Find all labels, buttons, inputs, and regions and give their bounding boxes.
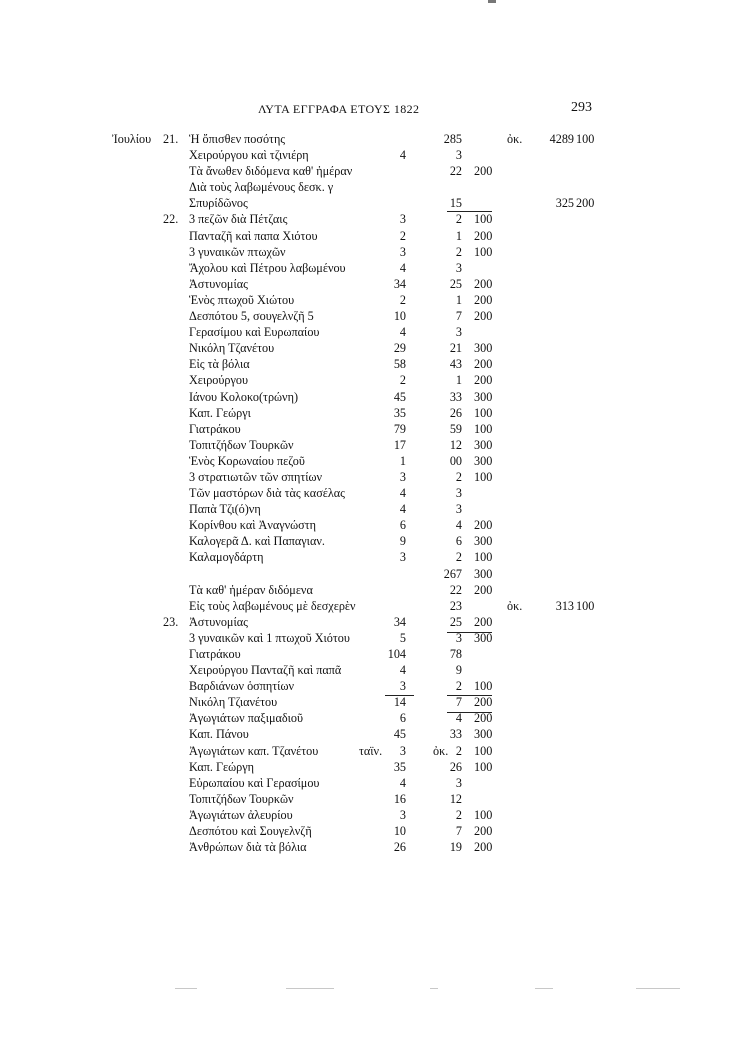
ledger-row bbox=[0, 614, 744, 630]
drams-cell: 300 bbox=[474, 437, 493, 452]
description-cell: Εἰς τὰ βόλια bbox=[189, 357, 250, 372]
description-cell: Τὰ καθ' ἡμέραν διδόμενα bbox=[189, 582, 313, 597]
drams-cell: 200 bbox=[474, 309, 493, 324]
okes-cell: 26 bbox=[449, 759, 462, 774]
okes-cell: 78 bbox=[449, 647, 462, 661]
description-cell: Γερασίμου καὶ Ευρωπαίου bbox=[189, 325, 320, 340]
okes-cell: 33 bbox=[449, 727, 462, 742]
ledger-row bbox=[0, 646, 744, 662]
okes-cell: 12 bbox=[449, 791, 462, 806]
ledger-row bbox=[0, 228, 744, 244]
ledger-row bbox=[0, 630, 744, 646]
quantity-cell: 17 bbox=[393, 437, 406, 452]
okes-cell: 6 bbox=[455, 534, 462, 549]
description-cell: Γιατράκου bbox=[189, 421, 241, 436]
description-cell: Διὰ τοὺς λαβωμένους δεσκ. γ bbox=[189, 180, 334, 195]
description-cell: Τῶν μαστόρων διὰ τὰς κασέλας bbox=[189, 486, 346, 501]
description-cell: 3 στρατιωτῶν τῶν σπητίων bbox=[189, 469, 323, 484]
quantity-cell: 26 bbox=[393, 840, 406, 855]
okes-cell: 1 bbox=[455, 373, 462, 388]
okes-cell: 59 bbox=[449, 421, 462, 436]
page-edge-mark bbox=[535, 988, 553, 989]
ledger-row bbox=[0, 324, 744, 340]
unit-cell: ὀκ. bbox=[507, 598, 523, 613]
description-cell: Ιάνου Κολοκο(τρώνη) bbox=[189, 389, 298, 404]
description-cell: Ἀγωγιάτων ἀλευρίου bbox=[189, 807, 293, 822]
okes-cell: 2 bbox=[455, 807, 462, 822]
ledger-row bbox=[0, 421, 744, 437]
drams-cell: 100 bbox=[474, 807, 493, 822]
quantity-cell: 3 bbox=[399, 469, 406, 484]
ledger-row bbox=[0, 195, 744, 211]
day-cell: 23. bbox=[163, 614, 179, 629]
quantity-cell: 4 bbox=[399, 148, 406, 163]
okes-cell: 7 bbox=[455, 824, 462, 839]
okes-cell: 3 bbox=[455, 775, 462, 790]
drams-cell: 300 bbox=[474, 630, 493, 645]
okes-cell: 7 bbox=[455, 695, 462, 710]
quantity-cell: 3 bbox=[399, 743, 406, 758]
unit-cell: ὀκ. bbox=[507, 132, 523, 146]
quantity-cell: 5 bbox=[399, 630, 406, 645]
total-drams-cell: 200 bbox=[576, 196, 595, 211]
okes-cell: 3 bbox=[455, 325, 462, 340]
drams-cell: 200 bbox=[474, 164, 493, 179]
quantity-cell: 10 bbox=[393, 309, 406, 324]
page-edge-mark bbox=[636, 988, 680, 989]
okes-cell: 9 bbox=[455, 663, 462, 678]
total-drams-cell: 100 bbox=[576, 132, 595, 146]
quantity-cell: 34 bbox=[393, 276, 406, 291]
description-cell: Τὰ ἄνωθεν διδόμενα καθ' ἡμέραν bbox=[189, 164, 353, 179]
ledger-row bbox=[0, 437, 744, 453]
description-cell: 3 πεζῶν διὰ Πέτζαις bbox=[189, 212, 288, 227]
ledger-row bbox=[0, 501, 744, 517]
description-cell: Ἑνὸς Κορωναίου πεζοῦ bbox=[189, 453, 305, 468]
okes-cell: 2 bbox=[455, 244, 462, 259]
quantity-cell: 14 bbox=[393, 695, 406, 710]
okes-cell: 25 bbox=[449, 276, 462, 291]
drams-cell: 100 bbox=[474, 550, 493, 565]
quantity-cell: 2 bbox=[399, 228, 406, 243]
okes-cell: 19 bbox=[449, 840, 462, 855]
ledger-row bbox=[0, 726, 744, 742]
quantity-cell: 4 bbox=[399, 663, 406, 678]
description-cell: 3 γυναικῶν καὶ 1 πτωχοῦ Χιότου bbox=[189, 630, 350, 645]
quantity-cell: 4 bbox=[399, 775, 406, 790]
quantity-cell: 34 bbox=[393, 614, 406, 629]
ledger-row bbox=[0, 662, 744, 678]
quantity-cell: 104 bbox=[387, 647, 406, 661]
ledger-row bbox=[0, 308, 744, 324]
quantity-cell: 16 bbox=[393, 791, 406, 806]
description-cell: Τοπιτζήδων Τουρκῶν bbox=[189, 437, 294, 452]
ledger-table bbox=[0, 131, 744, 855]
quantity-cell: 79 bbox=[393, 421, 406, 436]
description-cell: Χειρούργου Πανταζῆ καὶ παπᾶ bbox=[189, 663, 342, 678]
quantity-cell: 2 bbox=[399, 373, 406, 388]
drams-cell: 300 bbox=[474, 727, 493, 742]
total-okes-cell: 313 bbox=[555, 598, 574, 613]
description-cell: Γιατράκου bbox=[189, 647, 241, 661]
drams-cell: 200 bbox=[474, 824, 493, 839]
description-cell: Ἡ ὄπισθεν ποσότης bbox=[189, 132, 286, 146]
drams-cell: 100 bbox=[474, 244, 493, 259]
okes-cell: 22 bbox=[449, 582, 462, 597]
drams-cell: 200 bbox=[474, 711, 493, 726]
description-cell: Χειρούργου bbox=[189, 373, 249, 388]
description-cell: Καπ. Πάνου bbox=[189, 727, 249, 742]
drams-cell: 300 bbox=[474, 341, 493, 356]
quantity-cell: 6 bbox=[399, 711, 406, 726]
drams-cell: 200 bbox=[474, 614, 493, 629]
okes-cell: 00 bbox=[449, 453, 462, 468]
description-cell: Ἀγωγιάτων καπ. Τζανέτου bbox=[189, 743, 319, 758]
okes-cell: 15 bbox=[449, 196, 462, 211]
description-cell: Πανταζῆ καὶ παπα Χιότου bbox=[189, 228, 318, 243]
ledger-row bbox=[0, 179, 744, 195]
okes-cell: 3 bbox=[455, 502, 462, 517]
quantity-cell: 3 bbox=[399, 244, 406, 259]
total-okes-cell: 4289 bbox=[549, 132, 574, 146]
ledger-row bbox=[0, 131, 744, 147]
drams-cell: 100 bbox=[474, 469, 493, 484]
ledger-row bbox=[0, 598, 744, 614]
ledger-row bbox=[0, 276, 744, 292]
description-cell: 3 γυναικῶν πτωχῶν bbox=[189, 244, 286, 259]
ledger-row bbox=[0, 292, 744, 308]
ledger-row bbox=[0, 372, 744, 388]
okes-cell: 7 bbox=[455, 309, 462, 324]
description-cell: Ἀνθρώπων διὰ τὰ βόλια bbox=[189, 840, 307, 855]
drams-cell: 100 bbox=[474, 759, 493, 774]
okes-cell: 3 bbox=[455, 630, 462, 645]
page-edge-mark bbox=[286, 988, 334, 989]
drams-cell: 200 bbox=[474, 276, 493, 291]
drams-cell: 300 bbox=[474, 534, 493, 549]
ledger-row bbox=[0, 405, 744, 421]
description-cell: Νικόλη Τζανέτου bbox=[189, 341, 275, 356]
drams-cell: 200 bbox=[474, 228, 493, 243]
quantity-cell: 3 bbox=[399, 550, 406, 565]
description-cell: Χειρούργου καὶ τζινιέρη bbox=[189, 148, 309, 163]
drams-cell: 200 bbox=[474, 373, 493, 388]
okes-cell: 22 bbox=[449, 164, 462, 179]
description-cell: Εἰς τοὺς λαβωμένους μὲ δεσχερὲν bbox=[189, 598, 356, 613]
description-cell: Καπ. Γεώργι bbox=[189, 405, 251, 420]
ledger-row bbox=[0, 710, 744, 726]
drams-cell: 300 bbox=[474, 389, 493, 404]
description-cell: Βαρδιάνων ὁσπητίων bbox=[189, 679, 294, 694]
drams-cell: 100 bbox=[474, 743, 493, 758]
ledger-row bbox=[0, 260, 744, 276]
okes-cell: 3 bbox=[455, 260, 462, 275]
description-cell: Δεσπότου καὶ Σουγελνζῆ bbox=[189, 824, 312, 839]
quantity-cell: 3 bbox=[399, 679, 406, 694]
total-drams-cell: 100 bbox=[576, 598, 595, 613]
description-cell: Δεσπότου 5, σουγελνζῆ 5 bbox=[189, 309, 314, 324]
page-edge-mark bbox=[430, 988, 438, 989]
ledger-row bbox=[0, 791, 744, 807]
okes-cell: 23 bbox=[449, 598, 462, 613]
okes-cell: 2 bbox=[455, 550, 462, 565]
okes-cell: 2 bbox=[455, 469, 462, 484]
drams-cell: 100 bbox=[474, 679, 493, 694]
ledger-row bbox=[0, 356, 744, 372]
unit-cell: ὀκ. bbox=[433, 743, 449, 758]
okes-cell: 21 bbox=[449, 341, 462, 356]
ledger-row bbox=[0, 533, 744, 549]
description-cell: Καλογερᾶ Δ. καὶ Παπαγιαν. bbox=[189, 534, 325, 549]
quantity-cell: 9 bbox=[399, 534, 406, 549]
okes-cell: 33 bbox=[449, 389, 462, 404]
ledger-row bbox=[0, 807, 744, 823]
quantity-cell: 45 bbox=[393, 727, 406, 742]
page-number: 293 bbox=[571, 100, 592, 115]
drams-cell: 200 bbox=[474, 357, 493, 372]
description-cell: Ἀγωγιάτων παξιμαδιοῦ bbox=[189, 711, 304, 726]
ledger-row bbox=[0, 566, 744, 582]
description-cell: Ἀστυνομίας bbox=[189, 276, 248, 291]
okes-cell: 2 bbox=[455, 743, 462, 758]
ledger-row bbox=[0, 823, 744, 839]
description-cell: Εὐρωπαίου καὶ Γερασίμου bbox=[189, 775, 320, 790]
description-cell: Κορίνθου καὶ Ἀναγνώστη bbox=[189, 518, 316, 533]
scan-artifact bbox=[488, 0, 496, 3]
ledger-row bbox=[0, 340, 744, 356]
drams-cell: 200 bbox=[474, 292, 493, 307]
description-cell: Ἄχολου καὶ Πέτρου λαβωμένου bbox=[189, 260, 346, 275]
ledger-row bbox=[0, 759, 744, 775]
okes-cell: 4 bbox=[455, 711, 462, 726]
drams-cell: 100 bbox=[474, 405, 493, 420]
okes-cell: 2 bbox=[455, 679, 462, 694]
ledger-row bbox=[0, 678, 744, 694]
drams-cell: 100 bbox=[474, 212, 493, 227]
okes-cell: 3 bbox=[455, 486, 462, 501]
okes-cell: 4 bbox=[455, 518, 462, 533]
ledger-row bbox=[0, 244, 744, 260]
day-cell: 21. bbox=[163, 132, 179, 146]
description-cell: Ἑνὸς πτωχοῦ Χιώτου bbox=[189, 292, 295, 307]
quantity-cell: 1 bbox=[399, 453, 406, 468]
okes-cell: 12 bbox=[449, 437, 462, 452]
drams-cell: 300 bbox=[474, 453, 493, 468]
drams-cell: 100 bbox=[474, 421, 493, 436]
description-cell: Νικόλη Τζιανέτου bbox=[189, 695, 278, 710]
ledger-row bbox=[0, 469, 744, 485]
ledger-row bbox=[0, 485, 744, 501]
day-cell: 22. bbox=[163, 212, 179, 227]
quantity-cell: 6 bbox=[399, 518, 406, 533]
ledger-row bbox=[0, 389, 744, 405]
drams-cell: 200 bbox=[474, 840, 493, 855]
ledger-row bbox=[0, 453, 744, 469]
ledger-row bbox=[0, 147, 744, 163]
quantity-cell: 4 bbox=[399, 260, 406, 275]
quantity-cell: 4 bbox=[399, 502, 406, 517]
quantity-cell: 3 bbox=[399, 212, 406, 227]
description-cell: Παπὰ Τζι(ό)νη bbox=[189, 502, 261, 517]
description-cell: Σπυρίδῶνος bbox=[189, 196, 248, 211]
drams-cell: 200 bbox=[474, 695, 493, 710]
quantity-cell: 29 bbox=[393, 341, 406, 356]
quantity-cell: 3 bbox=[399, 807, 406, 822]
ledger-row bbox=[0, 775, 744, 791]
total-okes-cell: 325 bbox=[555, 196, 574, 211]
okes-cell: 26 bbox=[449, 405, 462, 420]
quantity-cell: 2 bbox=[399, 292, 406, 307]
month-cell: Ἰουλίου bbox=[112, 132, 152, 146]
drams-cell: 200 bbox=[474, 582, 493, 597]
quantity-cell: 4 bbox=[399, 486, 406, 501]
annotation-cell: ταϊν. bbox=[359, 743, 383, 758]
quantity-cell: 35 bbox=[393, 405, 406, 420]
okes-cell: 267 bbox=[443, 566, 462, 581]
drams-cell: 300 bbox=[474, 566, 493, 581]
okes-cell: 43 bbox=[449, 357, 462, 372]
okes-cell: 25 bbox=[449, 614, 462, 629]
ledger-row bbox=[0, 694, 744, 710]
okes-cell: 2 bbox=[455, 212, 462, 227]
page-edge-mark bbox=[175, 988, 197, 989]
quantity-cell: 45 bbox=[393, 389, 406, 404]
quantity-cell: 35 bbox=[393, 759, 406, 774]
okes-cell: 3 bbox=[455, 148, 462, 163]
okes-cell: 1 bbox=[455, 228, 462, 243]
ledger-row bbox=[0, 839, 744, 855]
okes-cell: 1 bbox=[455, 292, 462, 307]
quantity-cell: 58 bbox=[393, 357, 406, 372]
description-cell: Καπ. Γεώργη bbox=[189, 759, 255, 774]
ledger-row bbox=[0, 582, 744, 598]
ledger-row bbox=[0, 163, 744, 179]
description-cell: Τοπιτζήδων Τουρκῶν bbox=[189, 791, 294, 806]
ledger-row bbox=[0, 517, 744, 533]
description-cell: Ἀστυνομίας bbox=[189, 614, 248, 629]
description-cell: Καλαμογδάρτη bbox=[189, 550, 264, 565]
ledger-row bbox=[0, 549, 744, 565]
okes-cell: 285 bbox=[443, 132, 462, 146]
quantity-cell: 4 bbox=[399, 325, 406, 340]
ledger-row bbox=[0, 743, 744, 759]
quantity-cell: 10 bbox=[393, 824, 406, 839]
drams-cell: 200 bbox=[474, 518, 493, 533]
ledger-row bbox=[0, 211, 744, 227]
running-header-title: ΛΥΤΑ ΕΓΓΡΑΦΑ ΕΤΟΥΣ 1822 bbox=[258, 102, 420, 116]
